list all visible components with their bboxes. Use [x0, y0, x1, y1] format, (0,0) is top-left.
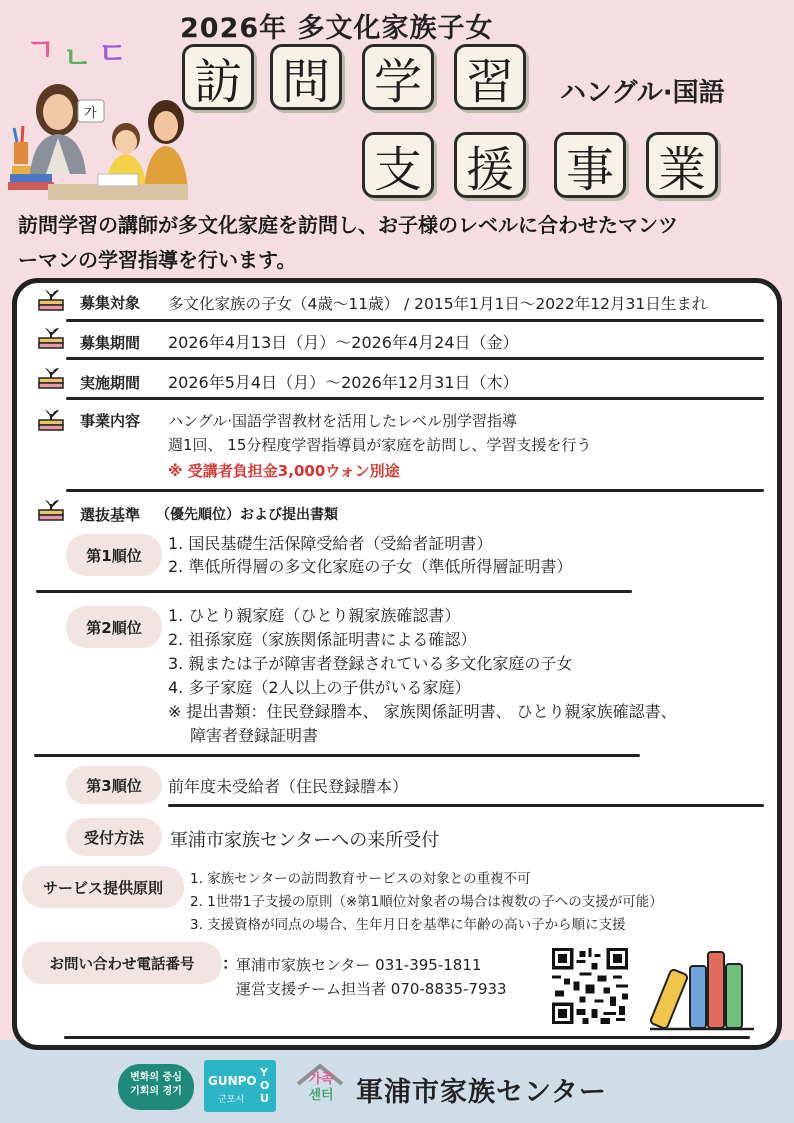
- row-value: 多文化家族の子女（4歳～11歳） / 2015年1月1日～2022年12月31日生まれ: [168, 295, 708, 313]
- priority2-item: 4. 多子家庭（2人以上の子供がいる家庭）: [168, 678, 471, 697]
- divider: [34, 754, 640, 757]
- title-tile: 学: [362, 44, 434, 110]
- gunpo-logo[interactable]: [204, 1060, 276, 1112]
- priority2-item: ※ 提出書類：住民登録謄本、 家族関係証明書、 ひとり親家族確認書、: [168, 702, 677, 721]
- row-label: 選抜基準: [80, 506, 141, 524]
- service-item: 1. 家族センターの訪問教育サービスの対象との重複不可: [190, 871, 531, 887]
- logo-text: 군포시: [218, 1095, 245, 1105]
- title-tile: 援: [454, 132, 526, 198]
- contact-badge: お問い合わせ電話番号: [22, 942, 222, 984]
- service-item: 2. 1世帯1子支援の原則（※第1順位対象者の場合は複数の子への支援が可能）: [190, 894, 663, 910]
- book-plant-icon: [36, 406, 66, 434]
- contact-phone-center: 軍浦市家族センター 031-395-1811: [236, 956, 482, 974]
- divider: [36, 590, 632, 593]
- priority1-item: 2. 準低所得層の多文化家庭の子女（準低所得層証明書）: [168, 557, 573, 576]
- title-tile: 問: [270, 44, 342, 110]
- qr-code-icon[interactable]: [552, 948, 628, 1024]
- intro-line: ーマンの学習指導を行います。: [18, 248, 297, 272]
- subtitle: ハングル·国語: [560, 78, 725, 108]
- row-value: 週1回、 15分程度学習指導員が家庭を訪問し、学習支援を行う: [168, 436, 592, 454]
- title-tile: 事: [554, 132, 626, 198]
- fee-note: ※ 受講者負担金3,000ウォン別途: [168, 462, 400, 480]
- book-plant-icon: [36, 364, 66, 392]
- priority3-value: 前年度未受給者（住民登録謄本）: [168, 777, 409, 796]
- priority2-item: 3. 親または子が障害者登録されている多文化家庭の子女: [168, 654, 573, 673]
- reception-badge: 受付方法: [66, 818, 162, 856]
- contact-phone-staff: 運営支援チーム担当者 070-8835-7933: [236, 980, 507, 998]
- priority2-badge: 第2順位: [66, 606, 162, 648]
- row-label: 実施期間: [80, 374, 141, 392]
- priority1-badge: 第1順位: [66, 534, 162, 576]
- reception-value: 軍浦市家族センターへの来所受付: [170, 830, 440, 851]
- priority2-item: 障害者登録証明書: [190, 726, 319, 745]
- row-label: 募集対象: [80, 294, 141, 312]
- book-plant-icon: [36, 324, 66, 352]
- books-icon: [650, 950, 754, 1032]
- row-label-rest: （優先順位）および提出書類: [156, 507, 338, 523]
- title-tile: 業: [646, 132, 718, 198]
- logo-text: 기회의 경기: [130, 1086, 182, 1097]
- priority3-badge: 第3順位: [66, 766, 162, 804]
- family-center-logo-text: [296, 1072, 346, 1104]
- divider: [168, 804, 764, 807]
- logo-text: 가족: [308, 1072, 334, 1087]
- divider: [66, 489, 764, 492]
- logo-text: 변화의 중심: [130, 1072, 182, 1083]
- service-item: 3. 支援資格が同点の場合、生年月日を基準に年齢の高い子から順に支援: [190, 917, 626, 933]
- row-label: 募集期間: [80, 334, 141, 352]
- header-title: 2026年 多文化家族子女: [180, 13, 494, 44]
- row-value: ハングル·国語学習教材を活用したレベル別学習指導: [168, 412, 518, 430]
- service-badge: サービス提供原則: [22, 866, 184, 908]
- card-letter: 가: [84, 106, 97, 121]
- divider: [66, 397, 764, 400]
- contact-colon: ：: [222, 954, 239, 973]
- row-value: 2026年4月13日（月）～2026年4月24日（金）: [168, 333, 519, 352]
- title-tile: 習: [454, 44, 526, 110]
- priority2-item: 2. 祖孫家庭（家族関係証明書による確認）: [168, 630, 477, 649]
- book-plant-icon: [36, 496, 66, 524]
- priority1-item: 1. 国民基礎生活保障受給者（受給者証明書）: [168, 534, 493, 553]
- row-label: 事業内容: [80, 412, 141, 430]
- letter-nieun: ㄴ: [63, 41, 92, 76]
- gyeonggi-logo[interactable]: [118, 1064, 194, 1110]
- intro-line: 訪問学習の講師が多文化家庭を訪問し、お子様のレベルに合わせたマンツ: [18, 213, 678, 237]
- priority2-item: 1. ひとり親家庭（ひとり親家族確認書）: [168, 606, 461, 625]
- book-plant-icon: [36, 286, 66, 314]
- bottom-divider: [64, 1036, 750, 1039]
- organization-name: 軍浦市家族センター: [356, 1077, 607, 1108]
- title-tile: 訪: [182, 44, 254, 110]
- intro-text: [18, 208, 778, 278]
- logo-text: GUNPO: [208, 1074, 257, 1088]
- divider: [66, 319, 764, 322]
- teacher-illustration: [8, 24, 188, 204]
- row-value: 2026年5月4日（月）～2026年12月31日（木）: [168, 373, 519, 392]
- logo-text: YOU: [260, 1066, 270, 1105]
- title-tile: 支: [362, 132, 434, 198]
- logo-text: 센터: [308, 1088, 334, 1103]
- letter-giyeok: ㄱ: [26, 33, 55, 68]
- letter-digeut: ㄷ: [98, 37, 127, 72]
- divider: [66, 357, 764, 360]
